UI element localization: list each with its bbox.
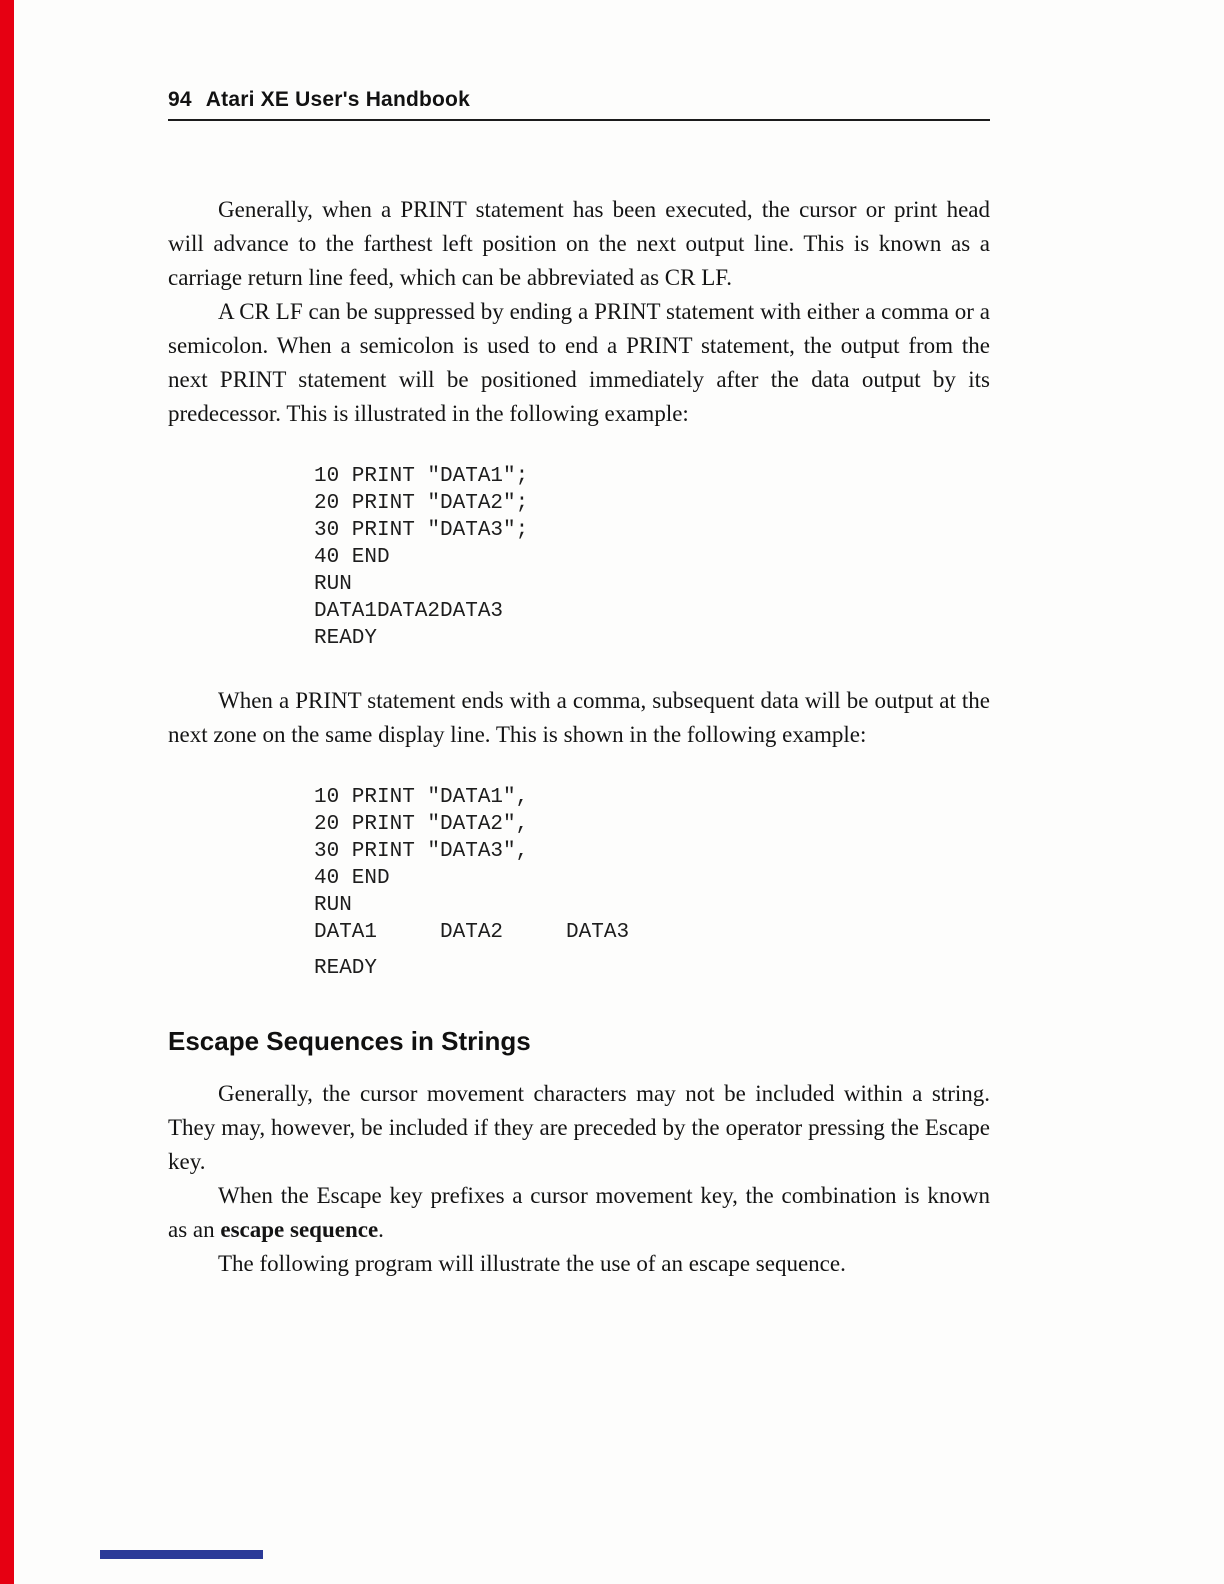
paragraph-following-program: The following program will illustrate the use of an escape sequence. — [218, 1251, 846, 1276]
code-line: RUN — [314, 573, 352, 596]
paragraph-crlf-intro: Generally, when a PRINT statement has been executed, the cursor or print head will advance to the farthest left position on the next output line. This is known as a carriage return line feed, which can be abbreviated as CR LF. — [168, 197, 990, 290]
book-title: Atari XE User's Handbook — [205, 88, 470, 111]
paragraph-text-after-term: . — [378, 1217, 384, 1242]
code-line: 40 END — [314, 546, 390, 569]
page-header — [168, 88, 990, 112]
header-rule — [168, 119, 990, 121]
code-line: 10 PRINT "DATA1", — [314, 786, 529, 809]
code-line: RUN — [314, 894, 352, 917]
paragraph-text-before-term: When the Escape key prefixes a cursor movement key, the combination is known as an — [168, 1183, 990, 1242]
code-line: 20 PRINT "DATA2", — [314, 813, 529, 836]
code-line: 30 PRINT "DATA3"; — [314, 519, 529, 542]
code-line: 30 PRINT "DATA3", — [314, 840, 529, 863]
code-line: READY — [314, 957, 378, 980]
code-line: 40 END — [314, 867, 390, 890]
page-number: 94 — [168, 88, 192, 111]
bottom-navy-bar — [100, 1550, 263, 1559]
page-content — [168, 0, 990, 1281]
code-line: 20 PRINT "DATA2"; — [314, 492, 529, 515]
code-example-comma — [314, 784, 990, 982]
code-example-semicolon — [314, 463, 990, 652]
paragraph-comma-zones: When a PRINT statement ends with a comma, subsequent data will be output at the next zone on the same display line. This is shown in the following example: — [168, 688, 990, 747]
paragraph-cursor-characters: Generally, the cursor movement characters may not be included within a string. They may, however, be included if they are preceded by the operator pressing the Escape key. — [168, 1081, 990, 1174]
paragraph-escape-sequence-definition — [168, 1179, 990, 1247]
section-heading-escape-sequences: Escape Sequences in Strings — [168, 1026, 531, 1056]
paragraph-crlf-suppress: A CR LF can be suppressed by ending a PRINT statement with either a comma or a semicolon. When a semicolon is used to end a PRINT statement, the output from the next PRINT statement will be positioned immediately after the data output by its predecessor. This is illustrated in the following example: — [168, 299, 990, 426]
code-line: 10 PRINT "DATA1"; — [314, 465, 529, 488]
code-line: DATA1 DATA2 DATA3 — [314, 921, 630, 944]
code-line: DATA1DATA2DATA3 — [314, 600, 504, 623]
code-line: READY — [314, 627, 378, 650]
page-edge-red-stripe — [0, 0, 14, 1584]
term-escape-sequence: escape sequence — [220, 1217, 379, 1242]
